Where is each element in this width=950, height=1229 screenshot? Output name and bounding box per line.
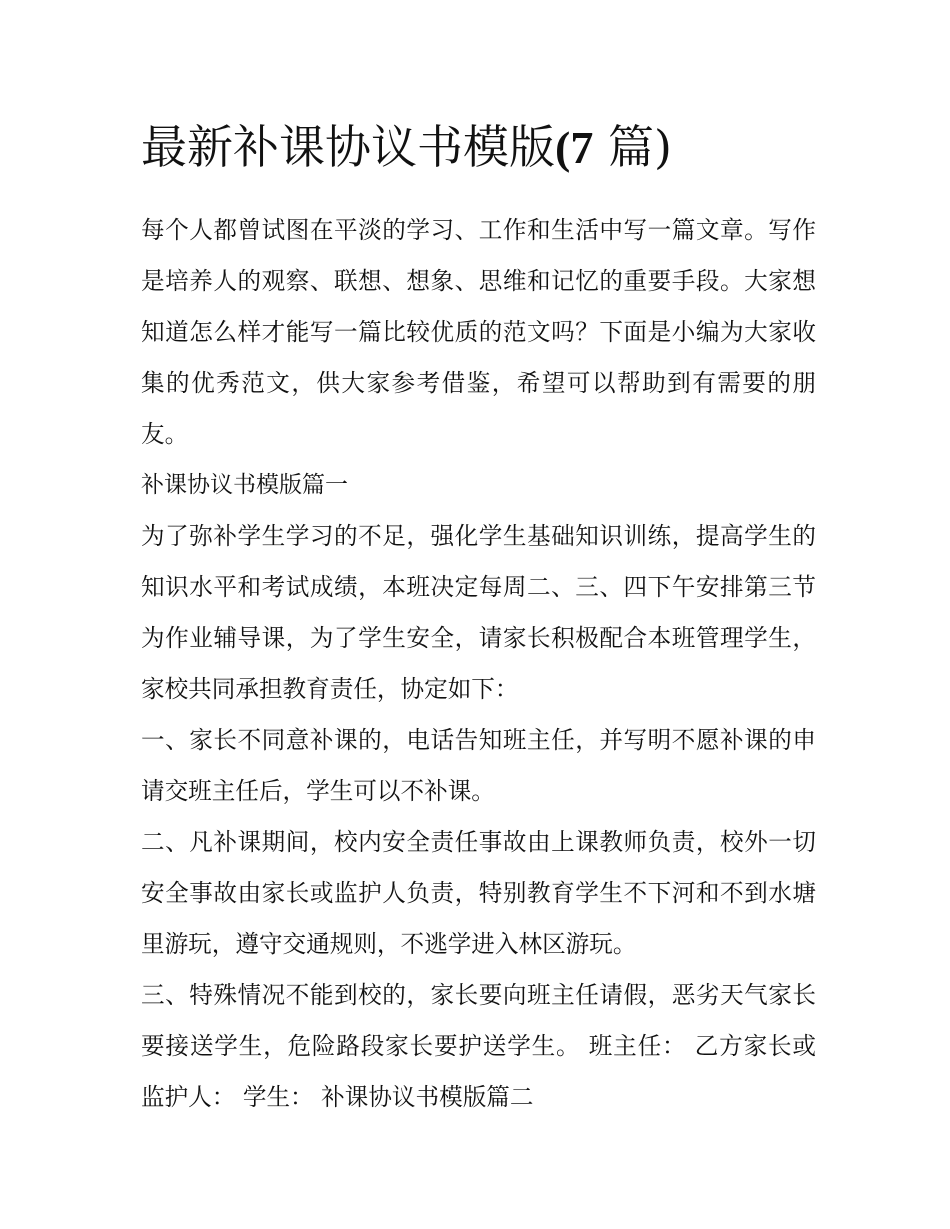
title-number: (7 <box>555 122 594 173</box>
title-prefix: 最新补课协议书模版 <box>141 120 555 174</box>
document-title <box>141 112 816 183</box>
title-suffix: 篇) <box>607 120 672 174</box>
title-spacer <box>593 120 608 174</box>
section-1-body: 为了弥补学生学习的不足，强化学生基础知识训练，提高学生的知识水平和考试成绩，本班决定每周二、三、四下午安排第三节为作业辅导课，为了学生安全，请家长积极配合本班管理学生，家校共同承担教育责任，协定如下： <box>141 522 816 703</box>
intro-paragraph: 每个人都曾试图在平淡的学习、工作和生活中写一篇文章。写作是培养人的观察、联想、想象、思维和记忆的重要手段。大家想知道怎么样才能写一篇比较优质的范文吗？下面是小编为大家收集的优秀范文，供大家参考借鉴，希望可以帮助到有需要的朋友。 <box>141 216 816 448</box>
document-content <box>141 112 816 1123</box>
clause-1: 一、家长不同意补课的，电话告知班主任，并写明不愿补课的申请交班主任后，学生可以不补课。 <box>141 726 816 805</box>
clause-2: 二、凡补课期间，校内安全责任事故由上课教师负责，校外一切安全事故由家长或监护人负责，特别教育学生不下河和不到水塘里游玩，遵守交通规则，不逃学进入林区游玩。 <box>141 828 816 958</box>
section-heading-1: 补课协议书模版篇一 <box>141 472 348 498</box>
clause-3: 三、特殊情况不能到校的，家长要向班主任请假，恶劣天气家长要接送学生，危险路段家长要护送学生。 班主任： 乙方家长或监护人： 学生： 补课协议书模版篇二 <box>141 981 816 1111</box>
